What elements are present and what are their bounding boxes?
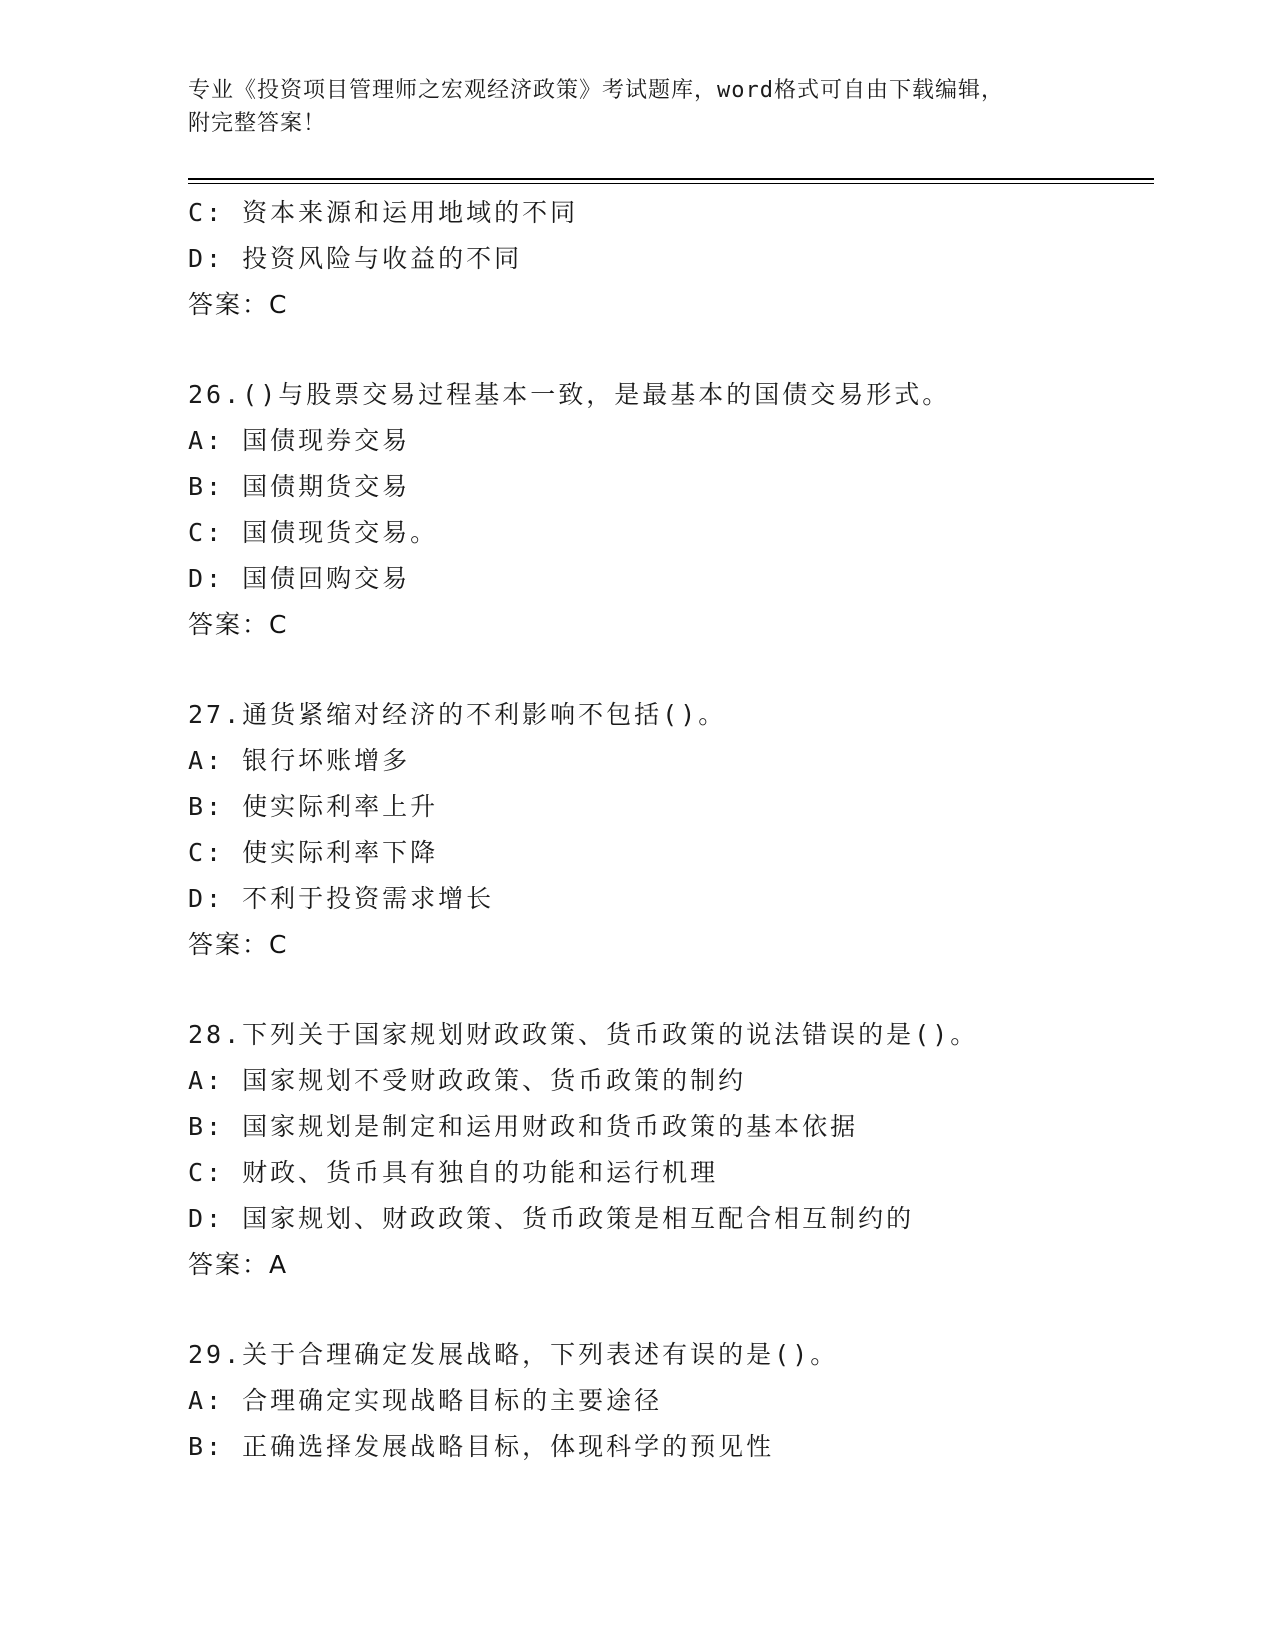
option-d: D: 不利于投资需求增长 bbox=[188, 884, 495, 913]
option-d: D: 投资风险与收益的不同 bbox=[188, 244, 523, 273]
question-stem: 29.关于合理确定发展战略，下列表述有误的是()。 bbox=[188, 1340, 839, 1369]
question-stem: 27.通货紧缩对经济的不利影响不包括()。 bbox=[188, 700, 727, 729]
question-stem: 26.()与股票交易过程基本一致，是最基本的国债交易形式。 bbox=[188, 380, 951, 409]
question-26 bbox=[188, 372, 1154, 648]
document-header bbox=[188, 74, 1088, 140]
option-d: D: 国债回购交易 bbox=[188, 564, 411, 593]
answer-line: 答案：C bbox=[188, 610, 289, 639]
header-divider-thin bbox=[188, 183, 1154, 184]
option-b: B: 使实际利率上升 bbox=[188, 792, 439, 821]
option-c: C: 使实际利率下降 bbox=[188, 838, 439, 867]
option-a: A: 国债现券交易 bbox=[188, 426, 411, 455]
question-list bbox=[188, 190, 1154, 1470]
question-27 bbox=[188, 692, 1154, 968]
option-c: C: 财政、货币具有独自的功能和运行机理 bbox=[188, 1158, 719, 1187]
answer-line: 答案：C bbox=[188, 290, 289, 319]
question-29 bbox=[188, 1332, 1154, 1470]
answer-line: 答案：A bbox=[188, 1250, 289, 1279]
answer-line: 答案：C bbox=[188, 930, 289, 959]
option-b: B: 正确选择发展战略目标，体现科学的预见性 bbox=[188, 1432, 775, 1461]
header-line-2: 附完整答案！ bbox=[188, 111, 327, 136]
option-c: C: 国债现货交易。 bbox=[188, 518, 439, 547]
option-a: A: 国家规划不受财政政策、货币政策的制约 bbox=[188, 1066, 747, 1095]
header-divider bbox=[188, 178, 1154, 180]
header-line-1: 专业《投资项目管理师之宏观经济政策》考试题库，word格式可自由下载编辑， bbox=[188, 78, 1004, 103]
option-d: D: 国家规划、财政政策、货币政策是相互配合相互制约的 bbox=[188, 1204, 915, 1233]
option-b: B: 国家规划是制定和运用财政和货币政策的基本依据 bbox=[188, 1112, 859, 1141]
question-28 bbox=[188, 1012, 1154, 1288]
option-b: B: 国债期货交易 bbox=[188, 472, 411, 501]
option-a: A: 银行坏账增多 bbox=[188, 746, 411, 775]
option-a: A: 合理确定实现战略目标的主要途径 bbox=[188, 1386, 663, 1415]
question-stem: 28.下列关于国家规划财政政策、货币政策的说法错误的是()。 bbox=[188, 1020, 979, 1049]
option-c: C: 资本来源和运用地域的不同 bbox=[188, 198, 579, 227]
question-25-continued bbox=[188, 190, 1154, 328]
